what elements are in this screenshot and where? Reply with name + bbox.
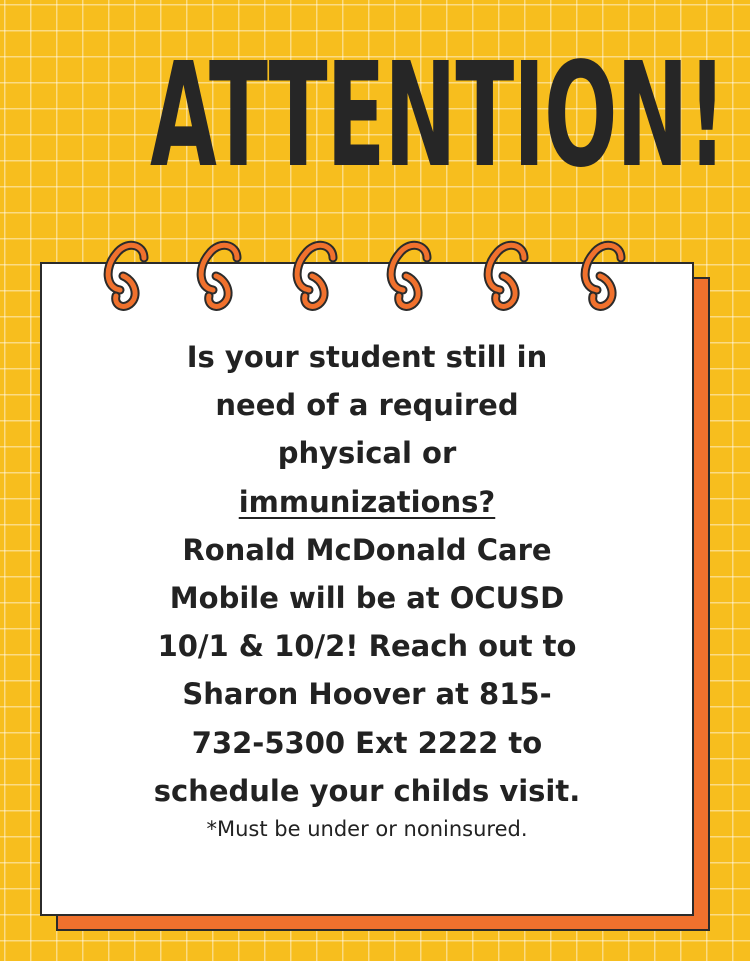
message-line: Mobile will be at OCUSD [169,581,565,616]
message-line: Ronald McDonald Care [182,532,552,567]
message-line: need of a required [215,388,519,423]
message-line: 732-5300 Ext 2222 to [191,725,543,760]
message-line: 10/1 & 10/2! Reach out to [157,629,577,664]
announcement-message [100,333,634,815]
message-line: physical or [277,436,457,471]
eligibility-footnote: *Must be under or noninsured. [206,817,528,841]
message-line-underlined: immunizations? [238,484,496,519]
message-line: Is your student still in [186,340,548,374]
message-line: schedule your childs visit. [153,773,581,808]
message-line: Sharon Hoover at 815- [182,677,552,712]
headline: ATTENTION! [149,31,726,199]
